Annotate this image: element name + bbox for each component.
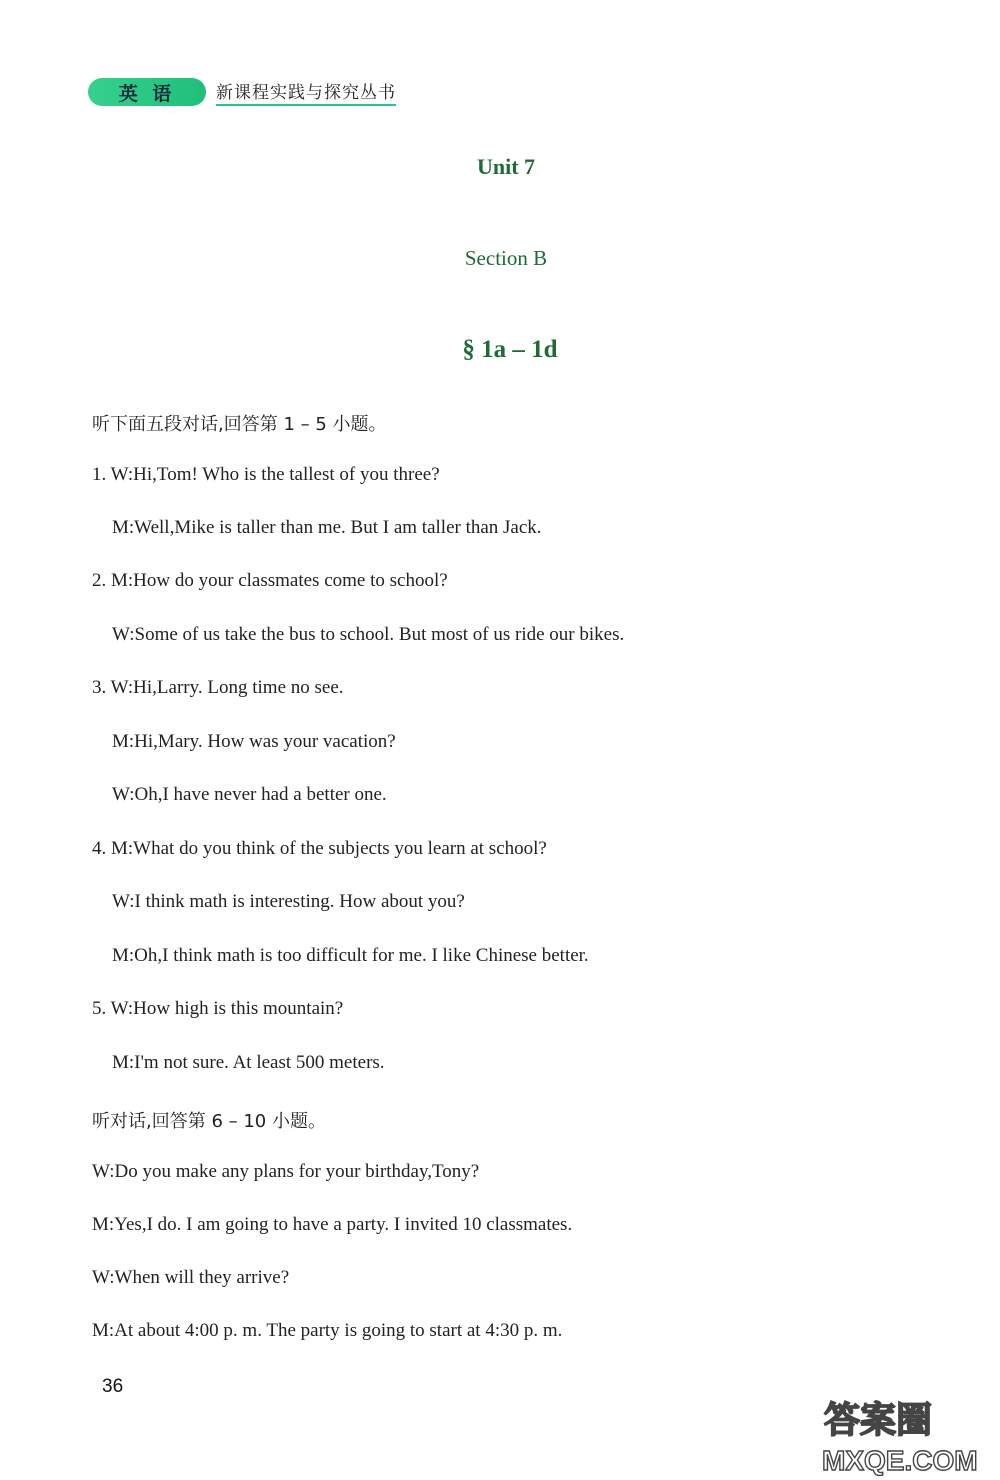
page-header bbox=[88, 76, 396, 108]
dialogue-line: 1. W:Hi,Tom! Who is the tallest of you three? bbox=[92, 464, 440, 485]
dialogue-line: W:When will they arrive? bbox=[92, 1267, 290, 1288]
page-number: 36 bbox=[102, 1376, 124, 1397]
watermark-bottom: MXQE.COM bbox=[822, 1445, 978, 1476]
watermark-logo bbox=[818, 1390, 994, 1476]
dialogue-line: W:I think math is interesting. How about you? bbox=[112, 891, 465, 912]
dialogue-line: M:Oh,I think math is too difficult for me. I like Chinese better. bbox=[112, 945, 589, 966]
dialogue-line: 5. W:How high is this mountain? bbox=[92, 998, 344, 1019]
instruction-6-10: 听对话,回答第 6 – 10 小题。 bbox=[92, 1111, 326, 1132]
instruction-1-5: 听下面五段对话,回答第 1 – 5 小题。 bbox=[92, 414, 387, 435]
dialogue-line: M:Well,Mike is taller than me. But I am taller than Jack. bbox=[112, 517, 542, 538]
dialogue-line: W:Some of us take the bus to school. But most of us ride our bikes. bbox=[112, 624, 625, 645]
watermark-top: 答案圈 bbox=[824, 1400, 933, 1441]
series-title: 新课程实践与探究丛书 bbox=[216, 78, 396, 106]
dialogue-line: 3. W:Hi,Larry. Long time no see. bbox=[92, 677, 344, 698]
section-title: Section B bbox=[464, 246, 548, 270]
dialogue-line: M:I'm not sure. At least 500 meters. bbox=[112, 1052, 385, 1073]
dialogue-line: 4. M:What do you think of the subjects you learn at school? bbox=[92, 838, 547, 859]
dialogue-line: 2. M:How do your classmates come to school? bbox=[92, 570, 448, 591]
dialogue-line: M:At about 4:00 p. m. The party is going to start at 4:30 p. m. bbox=[92, 1320, 563, 1341]
dialogue-line: W:Do you make any plans for your birthday,Tony? bbox=[92, 1161, 480, 1182]
dialogue-line: M:Yes,I do. I am going to have a party. I invited 10 classmates. bbox=[92, 1214, 573, 1235]
subject-badge: 英 语 bbox=[88, 78, 206, 106]
part-title: § 1a – 1d bbox=[462, 336, 558, 363]
unit-title: Unit 7 bbox=[476, 154, 536, 179]
dialogue-line: W:Oh,I have never had a better one. bbox=[112, 784, 387, 805]
dialogue-line: M:Hi,Mary. How was your vacation? bbox=[112, 731, 396, 752]
